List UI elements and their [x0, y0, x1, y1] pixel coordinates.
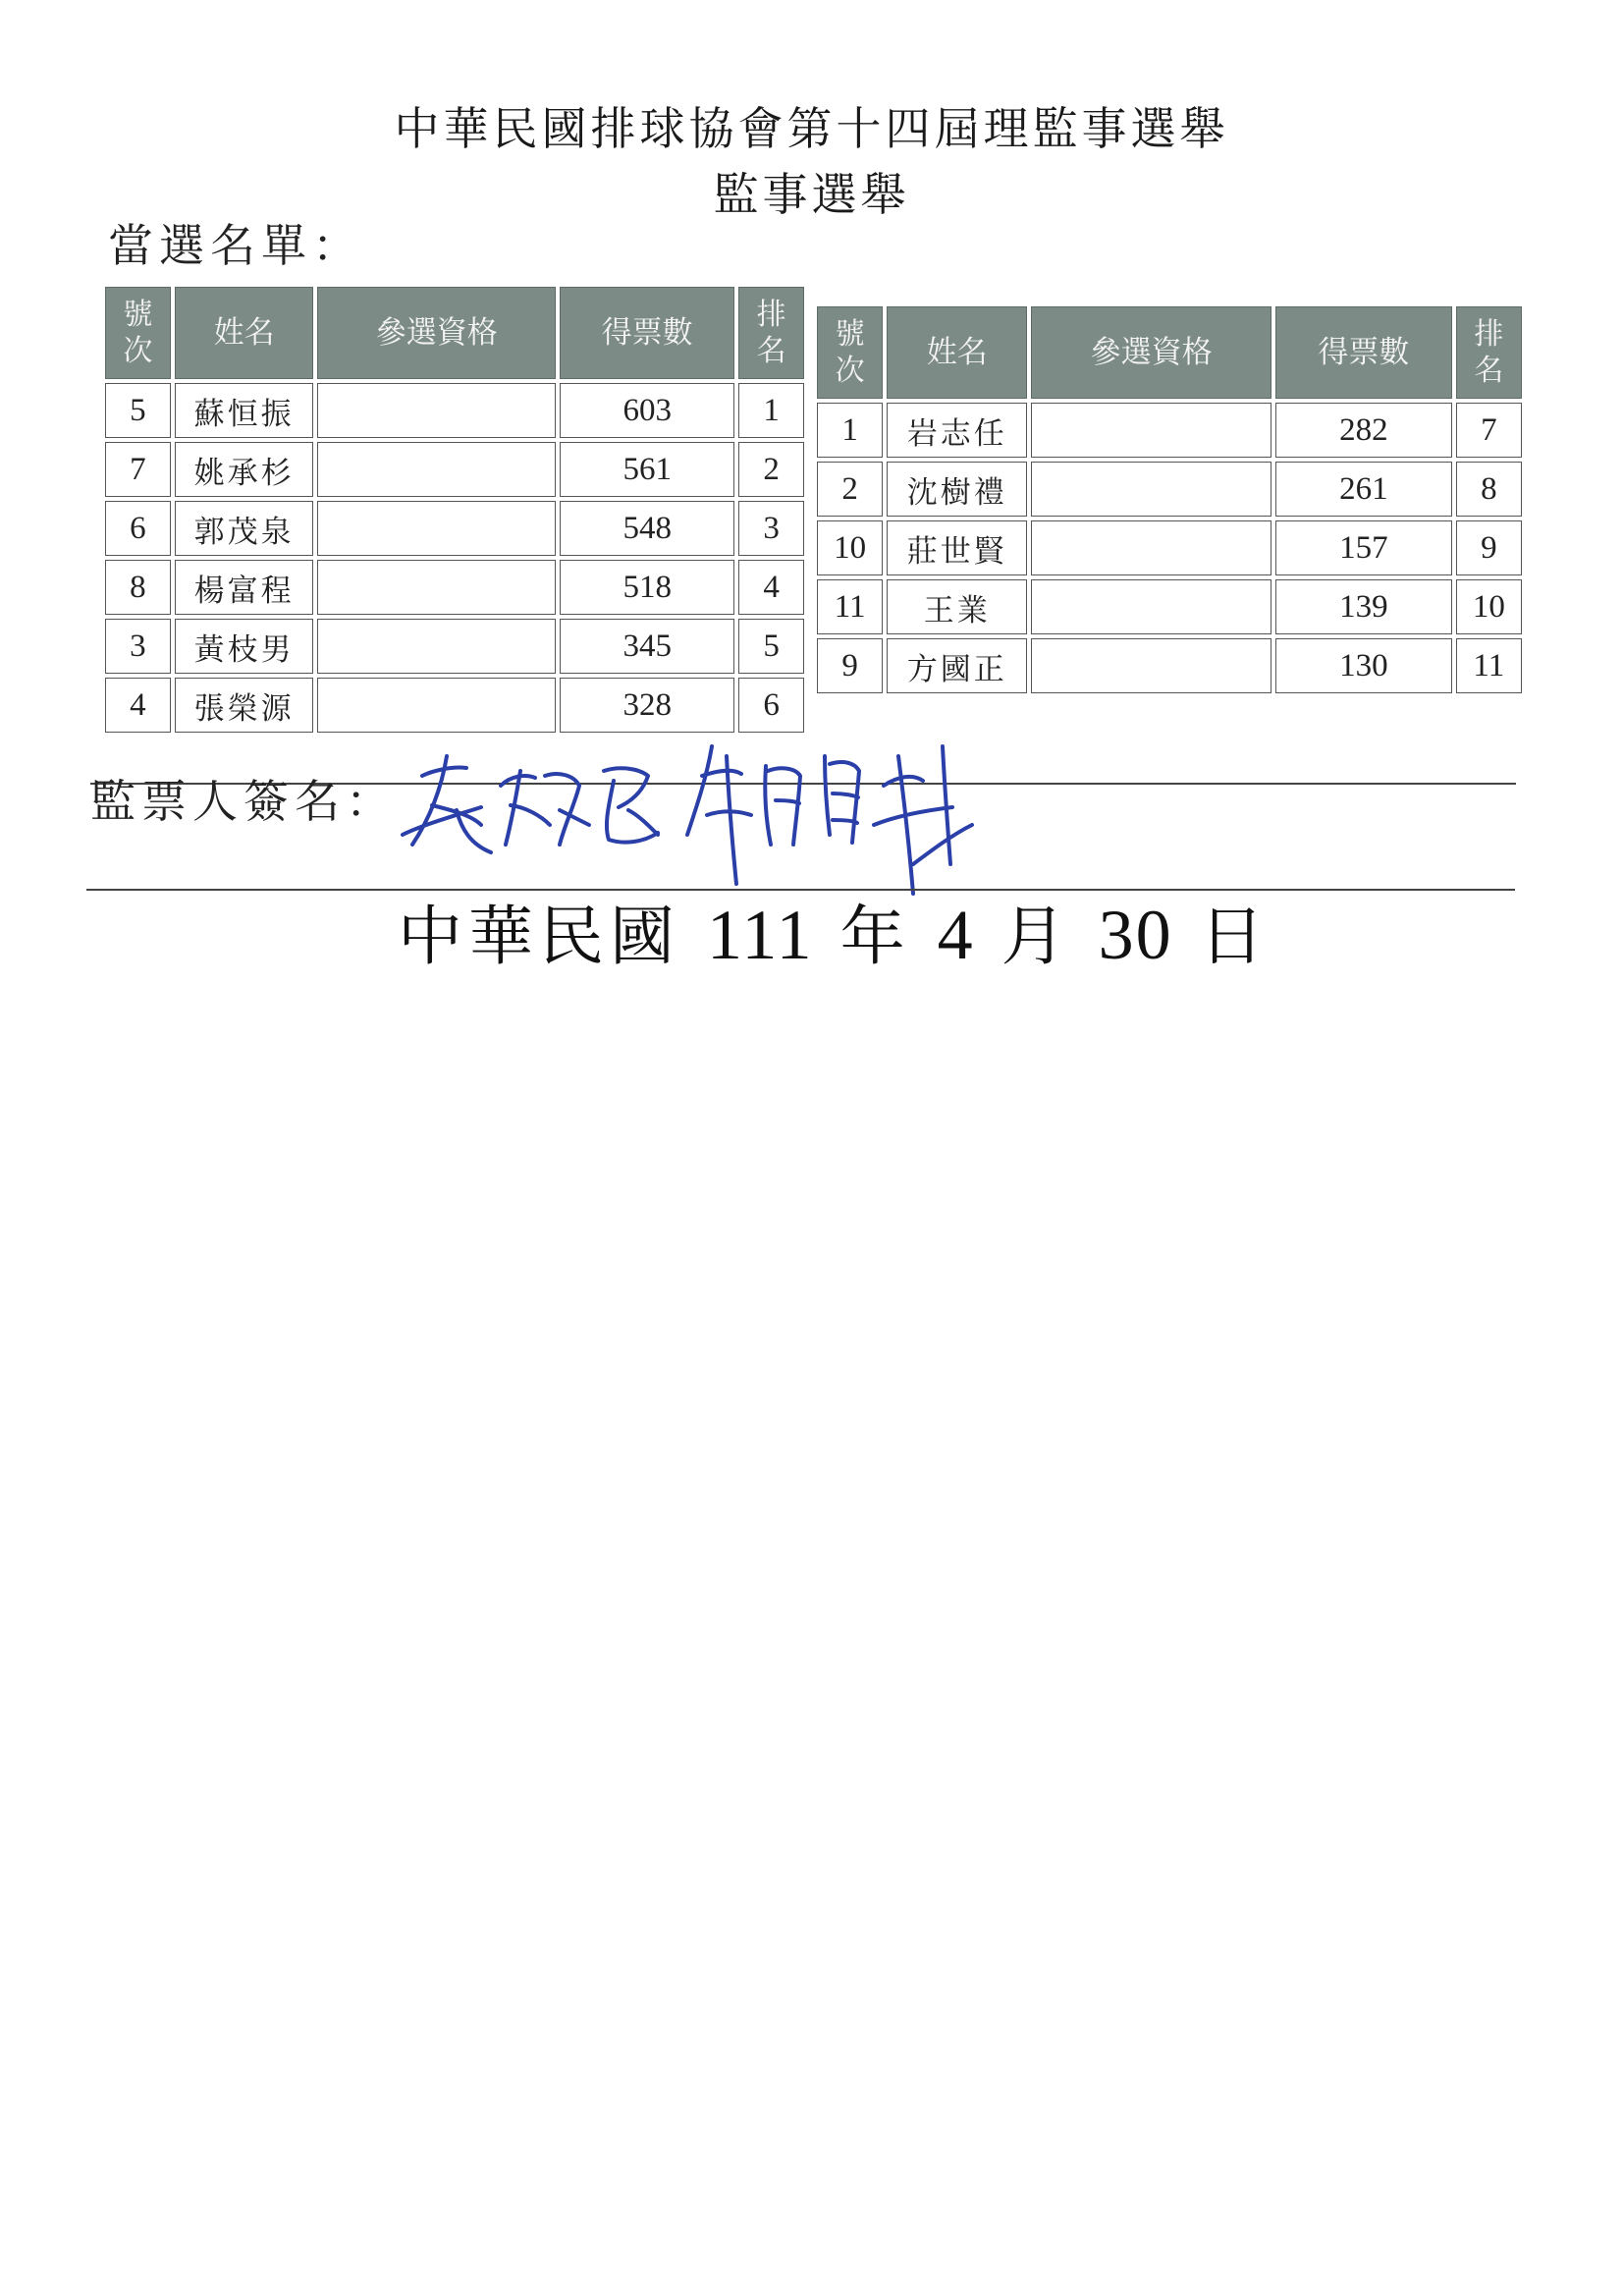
- cell-rank: 7: [1456, 403, 1522, 458]
- date-year: 111: [706, 896, 814, 974]
- header-rank-label: 排名: [756, 297, 786, 368]
- cell-votes: 548: [560, 501, 734, 556]
- cell-rank: 5: [738, 619, 804, 674]
- cell-rank: 11: [1456, 638, 1522, 693]
- cell-rank: 9: [1456, 520, 1522, 575]
- header-number: [105, 287, 171, 379]
- cell-votes: 139: [1275, 579, 1452, 634]
- elected-list-label: 當選名單：: [108, 219, 363, 272]
- header-qualification: 參選資格: [317, 287, 556, 379]
- document-subtitle: 監事選舉: [713, 168, 910, 221]
- cell-name: 郭茂泉: [175, 501, 314, 556]
- header-number-label: 號次: [835, 316, 865, 388]
- results-table-right: [813, 302, 1526, 697]
- cell-rank: 10: [1456, 579, 1522, 634]
- cell-name: 莊世賢: [887, 520, 1027, 575]
- cell-qualification: [317, 619, 556, 674]
- cell-rank: 2: [738, 442, 804, 497]
- header-votes: 得票數: [560, 287, 734, 379]
- date-day: 30: [1098, 896, 1173, 974]
- table-row: [105, 619, 804, 674]
- cell-qualification: [1031, 403, 1271, 458]
- cell-votes: 603: [560, 383, 734, 438]
- results-body-left: [105, 383, 804, 733]
- cell-qualification: [317, 383, 556, 438]
- date-month: 4: [937, 896, 975, 974]
- cell-votes: 282: [1275, 403, 1452, 458]
- cell-number: 4: [105, 678, 171, 733]
- cell-name: 姚承杉: [175, 442, 314, 497]
- header-rank-label: 排名: [1474, 316, 1504, 388]
- cell-name: 方國正: [887, 638, 1027, 693]
- header-number-label: 號次: [123, 297, 153, 368]
- table-row: [817, 579, 1522, 634]
- cell-qualification: [1031, 520, 1271, 575]
- cell-name: 黃枝男: [175, 619, 314, 674]
- cell-number: 11: [817, 579, 883, 634]
- table-row: [817, 462, 1522, 517]
- cell-rank: 6: [738, 678, 804, 733]
- cell-name: 沈樹禮: [887, 462, 1027, 517]
- cell-number: 3: [105, 619, 171, 674]
- header-name: 姓名: [887, 306, 1027, 399]
- date-day-unit: 日: [1199, 899, 1271, 974]
- cell-number: 5: [105, 383, 171, 438]
- cell-number: 1: [817, 403, 883, 458]
- table-row: [105, 442, 804, 497]
- signer-label: 監票人簽名：: [90, 775, 397, 828]
- cell-votes: 261: [1275, 462, 1452, 517]
- cell-votes: 518: [560, 560, 734, 615]
- cell-qualification: [1031, 579, 1271, 634]
- handwritten-signature: [363, 717, 1070, 903]
- cell-number: 6: [105, 501, 171, 556]
- date-year-unit: 年: [839, 899, 911, 974]
- cell-name: 蘇恒振: [175, 383, 314, 438]
- cell-rank: 1: [738, 383, 804, 438]
- cell-number: 7: [105, 442, 171, 497]
- header-qualification: 參選資格: [1031, 306, 1271, 399]
- cell-votes: 157: [1275, 520, 1452, 575]
- header-rank: [1456, 306, 1522, 399]
- table-row: [105, 383, 804, 438]
- header-votes: 得票數: [1275, 306, 1452, 399]
- date-month-unit: 月: [1001, 899, 1072, 974]
- cell-name: 岩志任: [887, 403, 1027, 458]
- results-table-left: [101, 283, 808, 737]
- cell-rank: 8: [1456, 462, 1522, 517]
- cell-number: 10: [817, 520, 883, 575]
- cell-qualification: [317, 560, 556, 615]
- cell-qualification: [1031, 462, 1271, 517]
- cell-rank: 4: [738, 560, 804, 615]
- table-row: [105, 501, 804, 556]
- table-row: [817, 638, 1522, 693]
- cell-number: 2: [817, 462, 883, 517]
- table-row: [105, 560, 804, 615]
- cell-votes: 130: [1275, 638, 1452, 693]
- cell-name: 楊富程: [175, 560, 314, 615]
- cell-number: 8: [105, 560, 171, 615]
- cell-qualification: [317, 501, 556, 556]
- cell-name: 王業: [887, 579, 1027, 634]
- header-name: 姓名: [175, 287, 314, 379]
- header-rank: [738, 287, 804, 379]
- date-prefix: 中華民國: [398, 899, 680, 974]
- table-row: [817, 403, 1522, 458]
- table-row: [817, 520, 1522, 575]
- cell-name: 張榮源: [175, 678, 314, 733]
- cell-votes: 328: [560, 678, 734, 733]
- cell-qualification: [1031, 638, 1271, 693]
- results-body-right: [817, 403, 1522, 693]
- document-title: 中華民國排球協會第十四屆理監事選舉: [394, 102, 1229, 155]
- cell-number: 9: [817, 638, 883, 693]
- cell-votes: 345: [560, 619, 734, 674]
- cell-votes: 561: [560, 442, 734, 497]
- document-date: [398, 884, 1271, 977]
- cell-qualification: [317, 442, 556, 497]
- header-number: [817, 306, 883, 399]
- cell-rank: 3: [738, 501, 804, 556]
